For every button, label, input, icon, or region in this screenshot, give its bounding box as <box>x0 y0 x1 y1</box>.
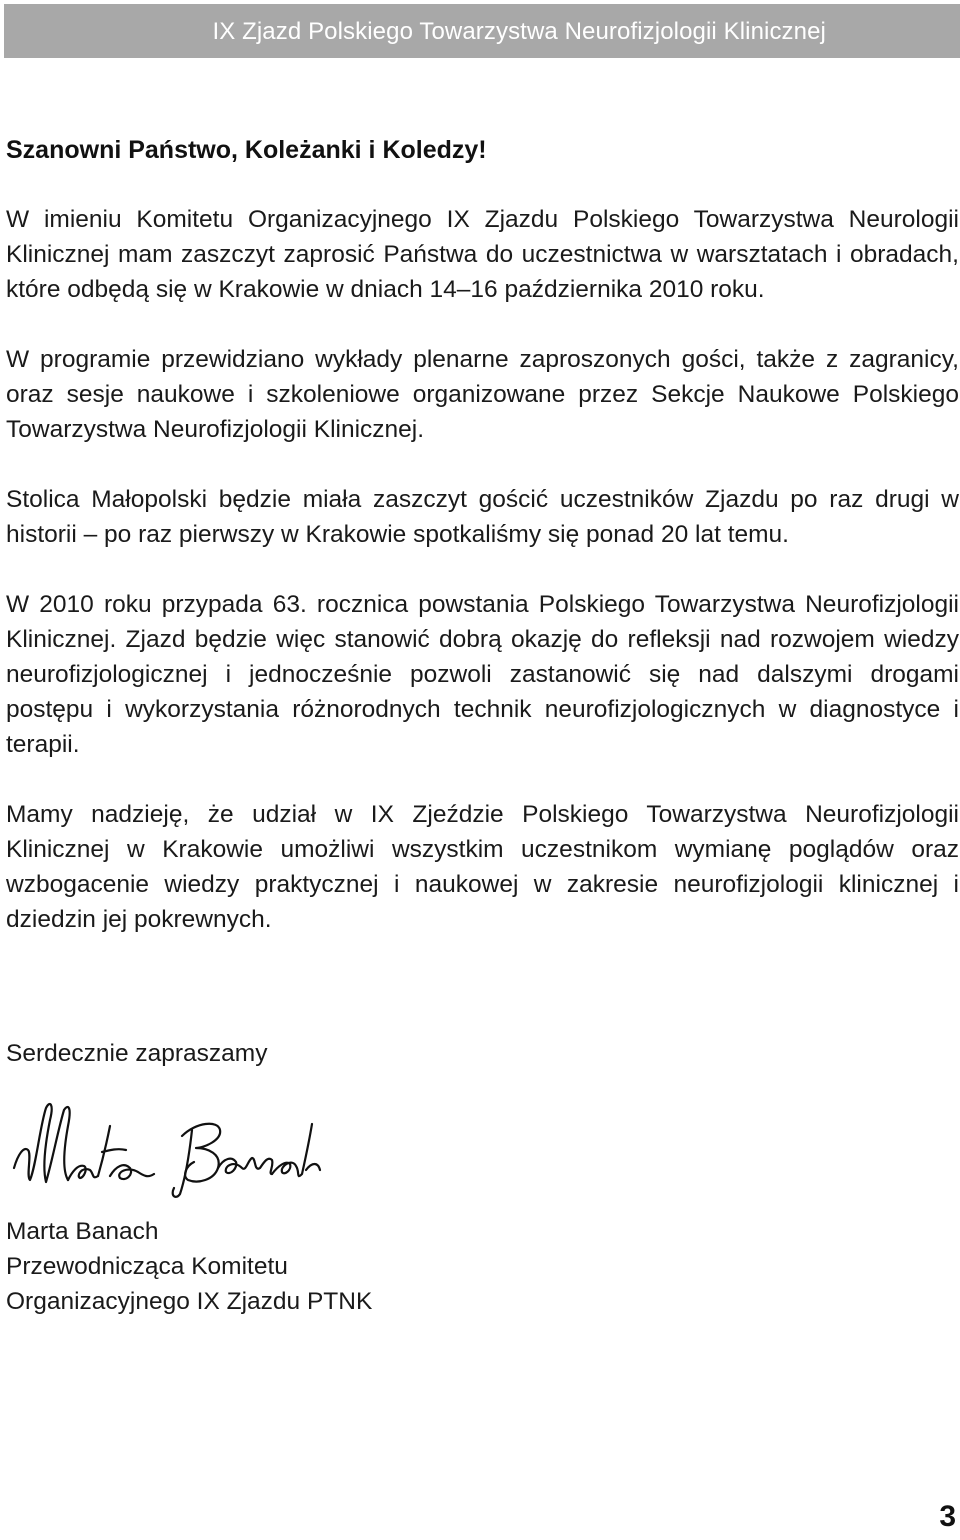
page-number: 3 <box>939 1500 956 1533</box>
paragraph-anniversary: W 2010 roku przypada 63. rocznica powstania Polskiego Towarzystwa Neurofizjologii Klinicznej. Zjazd będzie więc stanowić dobrą okazję do refleksji nad rozwojem wiedzy neurofizjologicznej i jednocześnie pozwoli zastanowić się nad dalszymi drogami postępu i wykorzystania różnorodnych technik neurofizjologicznych w diagnostyce i terapii. <box>6 591 959 758</box>
paragraph-history: Stolica Małopolski będzie miała zaszczyt gościć uczestników Zjazdu po raz drugi w historii – po raz pierwszy w Krakowie spotkaliśmy się ponad 20 lat temu. <box>6 486 959 548</box>
signer-role-line-2: Organizacyjnego IX Zjazdu PTNK <box>6 1288 373 1315</box>
paragraph-hope: Mamy nadzieję, że udział w IX Zjeździe Polskiego Towarzystwa Neurofizjologii Klinicznej w Krakowie umożliwi wszystkim uczestnikom wymianę poglądów oraz wzbogacenie wiedzy praktycznej i naukowej w zakresie neurofizjologii klinicznej i dziedzin jej pokrewnych. <box>6 801 959 933</box>
letter-closing: Serdecznie zapraszamy <box>6 1040 268 1067</box>
paragraph-program: W programie przewidziano wykłady plenarne zaproszonych gości, także z zagranicy, oraz sesje naukowe i szkoleniowe organizowane przez Sekcje Naukowe Polskiego Towarzystwa Neurofizjologii Klinicznej. <box>6 346 959 443</box>
handwritten-signature <box>6 1096 326 1202</box>
header-bar <box>4 4 960 58</box>
header-title: IX Zjazd Polskiego Towarzystwa Neurofizjologii Klinicznej <box>212 18 826 45</box>
paragraph-invitation: W imieniu Komitetu Organizacyjnego IX Zjazdu Polskiego Towarzystwa Neurologii Klinicznej mam zaszczyt zaprosić Państwa do uczestnictwa w warsztatach i obradach, które odbędą się w Krakowie w dniach 14–16 października 2010 roku. <box>6 206 959 303</box>
signer-name: Marta Banach <box>6 1218 159 1245</box>
letter-greeting: Szanowni Państwo, Koleżanki i Koledzy! <box>6 136 487 164</box>
signer-role-line-1: Przewodnicząca Komitetu <box>6 1253 288 1280</box>
